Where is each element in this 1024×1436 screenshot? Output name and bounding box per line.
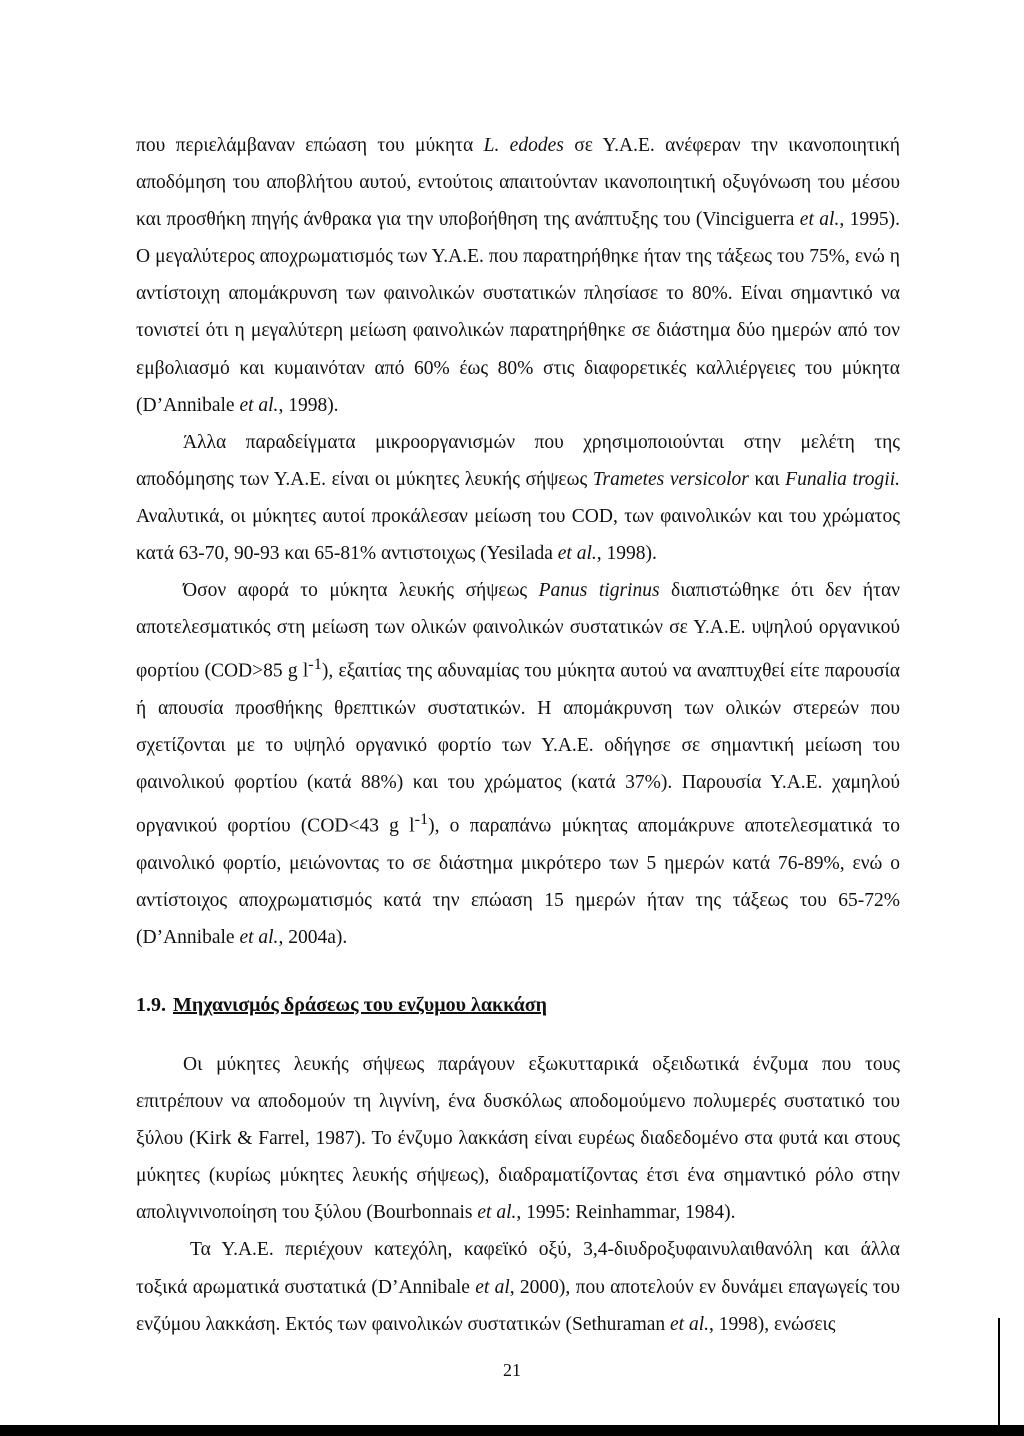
- text-run: , 1998).: [596, 543, 657, 565]
- text-run: Όσον αφορά το μύκητα λευκής σήψεως: [183, 580, 539, 602]
- italic-run: et al: [475, 1276, 510, 1298]
- italic-run: et al.: [239, 394, 279, 416]
- text-run: ), εξαιτίας της αδυναμίας του μύκητα αυτού να αναπτυχθεί είτε παρουσία ή απουσία προσθήκης θρεπτικών συστατικών. Η απομάκρυνση των ολικών στερεών που σχετίζονται με το υψηλό οργανικό φορτίο των Υ.Α.Ε. οδήγησε σε σημαντική μείωση του φαινολικού φορτίου (κατά 88%) και του χρώματος (κατά 37%). Παρουσία Υ.Α.Ε. χαμηλού οργανικού φορτίου (COD<43 g l: [136, 660, 900, 837]
- text-run: Οι μύκητες λευκής σήψεως παράγουν εξωκυτταρικά οξειδωτικά ένζυμα που τους επιτρέπουν να αποδομούν τη λιγνίνη, ένα δυσκόλως αποδομούμενο πολυμερές συστατικό του ξύλου (Kirk & Farrel, 1987). Το ένζυμο λακκάση είναι ευρέως διαδεδομένο στα φυτά και στους μύκητες (κυρίως μύκητες λευκής σήψεως), διαδραματίζοντας έτσι ένα σημαντικό ρόλο στην απολιγνινοποίηση του ξύλου (Bourbonnais: [136, 1054, 900, 1224]
- italic-run: et al.: [477, 1202, 517, 1224]
- section-number: 1.9.: [136, 994, 166, 1016]
- scan-bottom-edge: [0, 1425, 1024, 1436]
- superscript: -1: [414, 810, 429, 829]
- italic-run: et al.: [799, 209, 840, 231]
- text-run: διαπιστώθηκε ότι δεν ήταν αποτελεσματικός στη μείωση των ολικών φαινολικών συστατικών σε Υ.Α.Ε. υψηλού οργανικού φορτίου (COD>85 g l: [136, 580, 900, 682]
- text-run: , 2004a).: [278, 926, 348, 948]
- text-run: Τα Υ.Α.Ε. περιέχουν κατεχόλη, καφεϊκό οξύ, 3,4-διυδροξυφαινυλαιθανόλη και άλλα τοξικά αρωματικά συστατικά (D’Annibale: [136, 1239, 900, 1298]
- text-run: , 1995). Ο μεγαλύτερος αποχρωματισμός των Υ.Α.Ε. που παρατηρήθηκε ήταν της τάξεως του 75%, ενώ η αντίστοιχη απομάκρυνση των φαινολικών συστατικών πλησίασε το 80%. Είναι σημαντικό να τονιστεί ότι η μεγαλύτερη μείωση φαινολικών παρατηρήθηκε σε διάστημα δύο ημερών από τον εμβολιασμό και κυμαινόταν από 60% έως 80% στις διαφορετικές καλλιέργειες του μύκητα (D’Annibale: [136, 209, 900, 416]
- italic-run: et al.: [557, 543, 597, 565]
- text-run: Άλλα παραδείγματα μικροοργανισμών που χρησιμοποιούνται στην μελέτη της αποδόμησης των Υ.Α.Ε. είναι οι μύκητες λευκής σήψεως: [136, 431, 900, 490]
- italic-run: L. edodes: [483, 135, 564, 156]
- paragraph-1: [136, 127, 900, 424]
- lower-body-text: [136, 1046, 900, 1343]
- section-title: Μηχανισμός δράσεως του ενζυμου λακκάση: [173, 994, 548, 1016]
- superscript: -1: [308, 655, 322, 674]
- text-run: Αναλυτικά, οι μύκητες αυτοί προκάλεσαν μείωση του COD, των φαινολικών και του χρώματος κατά 63-70, 90-93 και 65-81% αντιστοιχως (Yesilada: [136, 505, 900, 565]
- italic-run: Funalia trogii.: [785, 468, 900, 490]
- paragraph-2: [136, 424, 900, 572]
- italic-run: et al.: [670, 1313, 710, 1335]
- paragraph-5: [136, 1231, 900, 1342]
- text-run: , 1998).: [278, 394, 339, 416]
- paragraph-4: [136, 1046, 900, 1231]
- text-run: και: [748, 468, 786, 490]
- text-run: σε Υ.Α.Ε. ανέφεραν την ικανοποιητική αποδόμηση του αποβλήτου αυτού, εντούτοις απαιτούνταν ικανοποιητική οξυγόνωση του μέσου και προσθήκη πηγής άνθρακα για την υποβοήθηση της ανάπτυξης του (Vinciguerra: [136, 135, 900, 231]
- text-run: , 1995: Reinhammar, 1984).: [516, 1202, 736, 1224]
- paragraph-3: [136, 572, 900, 956]
- section-heading: [136, 990, 547, 1020]
- upper-body-text: [136, 127, 900, 956]
- text-run: , 1998), ενώσεις: [709, 1313, 836, 1335]
- text-run: , 2000), που αποτελούν εν δυνάμει επαγωγείς του ενζύμου λακκάση. Εκτός των φαινολικών συστατικών (Sethuraman: [136, 1276, 900, 1335]
- italic-run: Panus tigrinus: [538, 580, 660, 602]
- italic-run: et al.: [239, 926, 279, 948]
- scan-edge-line: [998, 1318, 1000, 1436]
- page-number: 21: [503, 1360, 521, 1380]
- italic-run: Trametes versicolor: [592, 468, 749, 490]
- text-run: που περιελάμβαναν επώαση του μύκητα: [136, 135, 484, 156]
- text-run: ), ο παραπάνω μύκητας απομάκρυνε αποτελεσματικά το φαινολικό φορτίο, μειώνοντας το σε διάστημα μικρότερο των 5 ημερών κατά 76-89%, ενώ ο αντίστοιχος αποχρωματισμός κατά την επώαση 15 ημερών ήταν της τάξεως του 65-72% (D’Annibale: [136, 815, 900, 948]
